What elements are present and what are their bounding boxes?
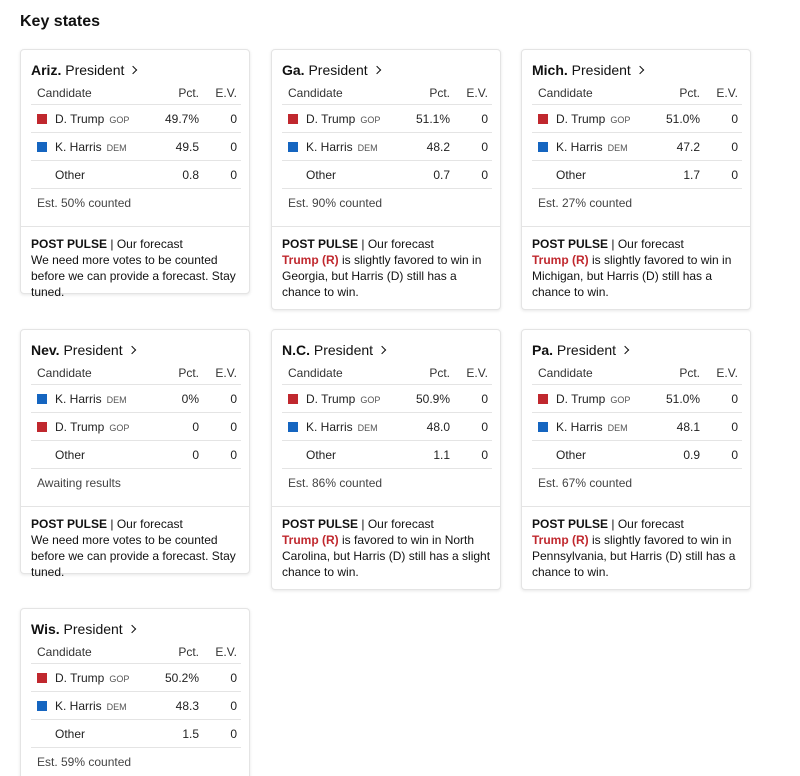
party-label: GOP xyxy=(610,115,631,125)
state-title-link[interactable] xyxy=(532,62,643,78)
state-title-link[interactable] xyxy=(31,342,135,358)
candidate-row xyxy=(31,412,241,440)
candidate-header: Candidate xyxy=(538,366,593,380)
candidate-name: Other xyxy=(55,448,86,462)
state-card xyxy=(521,49,751,310)
count-status: Est. 86% counted xyxy=(288,476,383,490)
candidate-name: K. Harris DEM xyxy=(556,420,628,434)
count-status: Est. 59% counted xyxy=(37,755,132,769)
candidate-row xyxy=(31,104,241,132)
state-abbr: Ga. xyxy=(282,62,305,78)
forecast-subtitle: Our forecast xyxy=(116,237,183,251)
card-divider xyxy=(272,226,500,227)
candidate-name: D. Trump GOP xyxy=(55,112,130,126)
party-swatch xyxy=(288,422,298,432)
results-header xyxy=(31,643,241,663)
vote-pct: 0.8 xyxy=(182,168,199,182)
candidate-row xyxy=(31,719,241,747)
chevron-right-icon xyxy=(378,346,386,354)
count-status: Est. 27% counted xyxy=(538,196,633,210)
ev-header: E.V. xyxy=(215,366,237,380)
results-header xyxy=(532,84,742,104)
card-divider xyxy=(522,226,750,227)
post-pulse-label: POST PULSE xyxy=(532,517,609,531)
electoral-votes: 0 xyxy=(731,168,738,182)
count-status-row xyxy=(282,468,492,496)
party-swatch xyxy=(538,142,548,152)
candidate-row xyxy=(31,384,241,412)
vote-pct: 51.1% xyxy=(415,112,450,126)
chevron-right-icon xyxy=(127,346,135,354)
race-label: President xyxy=(308,62,368,78)
card-divider xyxy=(21,226,249,227)
count-status-row xyxy=(31,468,241,496)
state-card xyxy=(271,49,501,310)
state-card xyxy=(271,329,501,590)
party-label: GOP xyxy=(109,674,130,684)
state-abbr: Nev. xyxy=(31,342,60,358)
results-header xyxy=(532,364,742,384)
party-swatch xyxy=(288,114,298,124)
chevron-right-icon xyxy=(372,66,380,74)
electoral-votes: 0 xyxy=(481,140,488,154)
electoral-votes: 0 xyxy=(731,112,738,126)
party-label: GOP xyxy=(109,423,130,433)
state-abbr: Wis. xyxy=(31,621,60,637)
forecast-block: POST PULSE | Our forecast We need more votes to be counted before we can provide a forecast. Stay tuned. xyxy=(31,516,246,580)
count-status-row xyxy=(31,188,241,216)
count-status-row xyxy=(31,747,241,775)
electoral-votes: 0 xyxy=(230,112,237,126)
candidate-row xyxy=(532,440,742,468)
post-pulse-label: POST PULSE xyxy=(31,517,108,531)
state-title-link[interactable] xyxy=(282,342,385,358)
party-label: GOP xyxy=(109,115,130,125)
race-label: President xyxy=(313,342,374,358)
electoral-votes: 0 xyxy=(481,448,488,462)
vote-pct: 50.9% xyxy=(415,392,450,406)
forecast-text: We need more votes to be counted before we can provide a forecast. Stay tuned. xyxy=(31,533,236,579)
candidate-row xyxy=(31,160,241,188)
state-card xyxy=(521,329,751,590)
candidate-row xyxy=(282,160,492,188)
pct-header: Pct. xyxy=(178,645,199,659)
vote-pct: 48.2 xyxy=(426,140,450,154)
electoral-votes: 0 xyxy=(230,140,237,154)
candidate-header: Candidate xyxy=(37,86,92,100)
card-divider xyxy=(272,506,500,507)
post-pulse-label: POST PULSE xyxy=(31,237,108,251)
party-swatch xyxy=(538,394,548,404)
party-swatch xyxy=(37,142,47,152)
post-pulse-label: POST PULSE xyxy=(282,517,359,531)
ev-header: E.V. xyxy=(716,86,738,100)
candidate-name: K. Harris DEM xyxy=(55,392,127,406)
party-label: DEM xyxy=(607,143,628,153)
vote-pct: 49.7% xyxy=(164,112,199,126)
state-abbr: Pa. xyxy=(532,342,554,358)
candidate-name: Other xyxy=(556,168,587,182)
vote-pct: 51.0% xyxy=(665,112,700,126)
candidate-header: Candidate xyxy=(37,645,92,659)
forecast-text: Trump (R) is slightly favored to win in Michigan, but Harris (D) still has a chance to win. xyxy=(532,253,732,299)
state-title-link[interactable] xyxy=(532,342,628,358)
state-card xyxy=(20,329,250,579)
candidate-name: D. Trump GOP xyxy=(55,420,130,434)
ev-header: E.V. xyxy=(466,86,488,100)
candidate-row xyxy=(31,440,241,468)
candidate-name: Other xyxy=(55,727,86,741)
electoral-votes: 0 xyxy=(731,420,738,434)
party-label: DEM xyxy=(357,423,378,433)
electoral-votes: 0 xyxy=(230,168,237,182)
electoral-votes: 0 xyxy=(481,420,488,434)
race-label: President xyxy=(65,62,125,78)
candidate-name: D. Trump GOP xyxy=(306,112,381,126)
vote-pct: 49.5 xyxy=(175,140,199,154)
results-header xyxy=(282,84,492,104)
state-abbr: N.C. xyxy=(282,342,310,358)
vote-pct: 48.3 xyxy=(175,699,199,713)
pct-header: Pct. xyxy=(178,86,199,100)
forecast-subtitle: Our forecast xyxy=(617,237,684,251)
candidate-row xyxy=(31,132,241,160)
candidate-row xyxy=(532,104,742,132)
party-label: GOP xyxy=(360,115,381,125)
results-header xyxy=(31,364,241,384)
count-status: Est. 90% counted xyxy=(288,196,383,210)
vote-pct: 0.9 xyxy=(683,448,700,462)
state-title-link[interactable] xyxy=(282,62,380,78)
ev-header: E.V. xyxy=(466,366,488,380)
candidate-name: Other xyxy=(306,168,337,182)
vote-pct: 0.7 xyxy=(433,168,450,182)
vote-pct: 51.0% xyxy=(665,392,700,406)
candidate-name: Other xyxy=(55,168,86,182)
candidate-row xyxy=(532,384,742,412)
state-title-link[interactable] xyxy=(31,62,136,78)
party-label: DEM xyxy=(106,143,127,153)
pct-header: Pct. xyxy=(679,86,700,100)
party-label: DEM xyxy=(106,702,127,712)
candidate-name: K. Harris DEM xyxy=(55,140,127,154)
candidate-name: Other xyxy=(556,448,587,462)
party-label: GOP xyxy=(610,395,631,405)
candidate-header: Candidate xyxy=(288,366,343,380)
race-label: President xyxy=(571,62,631,78)
candidate-row xyxy=(282,412,492,440)
forecast-subtitle: Our forecast xyxy=(367,237,434,251)
party-swatch xyxy=(37,673,47,683)
state-title-link[interactable] xyxy=(31,621,135,637)
forecast-subtitle: Our forecast xyxy=(367,517,434,531)
section-title: Key states xyxy=(20,13,101,30)
electoral-votes: 0 xyxy=(230,420,237,434)
forecast-leader: Trump (R) xyxy=(532,533,589,547)
count-status: Est. 67% counted xyxy=(538,476,633,490)
state-abbr: Ariz. xyxy=(31,62,62,78)
count-status-row xyxy=(532,188,742,216)
candidate-name: D. Trump GOP xyxy=(55,671,130,685)
chevron-right-icon xyxy=(636,66,644,74)
race-label: President xyxy=(63,621,123,637)
electoral-votes: 0 xyxy=(731,448,738,462)
candidate-header: Candidate xyxy=(288,86,343,100)
forecast-block: POST PULSE | Our forecast Trump (R) is slightly favored to win in Michigan, but Harris (D) still has a chance to win. xyxy=(532,236,747,300)
party-swatch xyxy=(538,114,548,124)
forecast-text: Trump (R) is slightly favored to win in Georgia, but Harris (D) still has a chance to win. xyxy=(282,253,482,299)
candidate-name: D. Trump GOP xyxy=(556,392,631,406)
post-pulse-label: POST PULSE xyxy=(282,237,359,251)
vote-pct: 0 xyxy=(192,420,199,434)
count-status-row xyxy=(532,468,742,496)
results-header xyxy=(282,364,492,384)
electoral-votes: 0 xyxy=(230,448,237,462)
candidate-name: Other xyxy=(306,448,337,462)
electoral-votes: 0 xyxy=(731,140,738,154)
candidate-row xyxy=(532,160,742,188)
count-status: Est. 50% counted xyxy=(37,196,132,210)
party-swatch xyxy=(37,701,47,711)
race-label: President xyxy=(63,342,123,358)
party-label: DEM xyxy=(607,423,628,433)
vote-pct: 0% xyxy=(181,392,199,406)
electoral-votes: 0 xyxy=(230,699,237,713)
candidate-name: K. Harris DEM xyxy=(306,420,378,434)
electoral-votes: 0 xyxy=(731,392,738,406)
forecast-text: Trump (R) is slightly favored to win in Pennsylvania, but Harris (D) still has a chance to win. xyxy=(532,533,736,579)
vote-pct: 1.1 xyxy=(433,448,450,462)
candidate-header: Candidate xyxy=(37,366,92,380)
party-swatch xyxy=(538,422,548,432)
state-card xyxy=(20,49,250,299)
electoral-votes: 0 xyxy=(481,392,488,406)
electoral-votes: 0 xyxy=(481,112,488,126)
candidate-row xyxy=(282,104,492,132)
candidate-row xyxy=(31,663,241,691)
chevron-right-icon xyxy=(621,346,629,354)
candidate-row xyxy=(282,132,492,160)
count-status: Awaiting results xyxy=(37,476,121,490)
state-card xyxy=(20,608,250,776)
candidate-name: K. Harris DEM xyxy=(306,140,378,154)
ev-header: E.V. xyxy=(215,645,237,659)
candidate-row xyxy=(31,691,241,719)
forecast-text: Trump (R) is favored to win in North Carolina, but Harris (D) still has a slight chance to win. xyxy=(282,533,491,579)
state-abbr: Mich. xyxy=(532,62,568,78)
forecast-leader: Trump (R) xyxy=(532,253,589,267)
vote-pct: 47.2 xyxy=(676,140,700,154)
card-divider xyxy=(522,506,750,507)
electoral-votes: 0 xyxy=(230,671,237,685)
candidate-name: K. Harris DEM xyxy=(556,140,628,154)
forecast-block: POST PULSE | Our forecast We need more votes to be counted before we can provide a forecast. Stay tuned. xyxy=(31,236,246,300)
pct-header: Pct. xyxy=(178,366,199,380)
vote-pct: 48.1 xyxy=(676,420,700,434)
results-header xyxy=(31,84,241,104)
party-swatch xyxy=(37,394,47,404)
candidate-row xyxy=(532,132,742,160)
electoral-votes: 0 xyxy=(230,392,237,406)
candidate-header: Candidate xyxy=(538,86,593,100)
forecast-leader: Trump (R) xyxy=(282,533,339,547)
party-label: GOP xyxy=(360,395,381,405)
forecast-subtitle: Our forecast xyxy=(617,517,684,531)
candidate-name: D. Trump GOP xyxy=(306,392,381,406)
chevron-right-icon xyxy=(129,66,137,74)
vote-pct: 0 xyxy=(192,448,199,462)
pct-header: Pct. xyxy=(679,366,700,380)
forecast-subtitle: Our forecast xyxy=(116,517,183,531)
candidate-row xyxy=(532,412,742,440)
pct-header: Pct. xyxy=(429,86,450,100)
vote-pct: 1.7 xyxy=(683,168,700,182)
vote-pct: 50.2% xyxy=(164,671,199,685)
forecast-block: POST PULSE | Our forecast Trump (R) is slightly favored to win in Pennsylvania, but Harris (D) still has a chance to win. xyxy=(532,516,747,580)
party-swatch xyxy=(288,394,298,404)
candidate-name: K. Harris DEM xyxy=(55,699,127,713)
post-pulse-label: POST PULSE xyxy=(532,237,609,251)
forecast-leader: Trump (R) xyxy=(282,253,339,267)
party-label: DEM xyxy=(357,143,378,153)
ev-header: E.V. xyxy=(215,86,237,100)
chevron-right-icon xyxy=(127,625,135,633)
vote-pct: 48.0 xyxy=(426,420,450,434)
party-swatch xyxy=(288,142,298,152)
ev-header: E.V. xyxy=(716,366,738,380)
candidate-name: D. Trump GOP xyxy=(556,112,631,126)
candidate-row xyxy=(282,384,492,412)
count-status-row xyxy=(282,188,492,216)
forecast-block: POST PULSE | Our forecast Trump (R) is favored to win in North Carolina, but Harris (D) still has a slight chance to win. xyxy=(282,516,497,580)
vote-pct: 1.5 xyxy=(182,727,199,741)
party-label: DEM xyxy=(106,395,127,405)
card-divider xyxy=(21,506,249,507)
race-label: President xyxy=(556,342,617,358)
party-swatch xyxy=(37,422,47,432)
pct-header: Pct. xyxy=(429,366,450,380)
forecast-text: We need more votes to be counted before we can provide a forecast. Stay tuned. xyxy=(31,253,236,299)
forecast-block: POST PULSE | Our forecast Trump (R) is slightly favored to win in Georgia, but Harris (D) still has a chance to win. xyxy=(282,236,497,300)
electoral-votes: 0 xyxy=(230,727,237,741)
candidate-row xyxy=(282,440,492,468)
party-swatch xyxy=(37,114,47,124)
electoral-votes: 0 xyxy=(481,168,488,182)
